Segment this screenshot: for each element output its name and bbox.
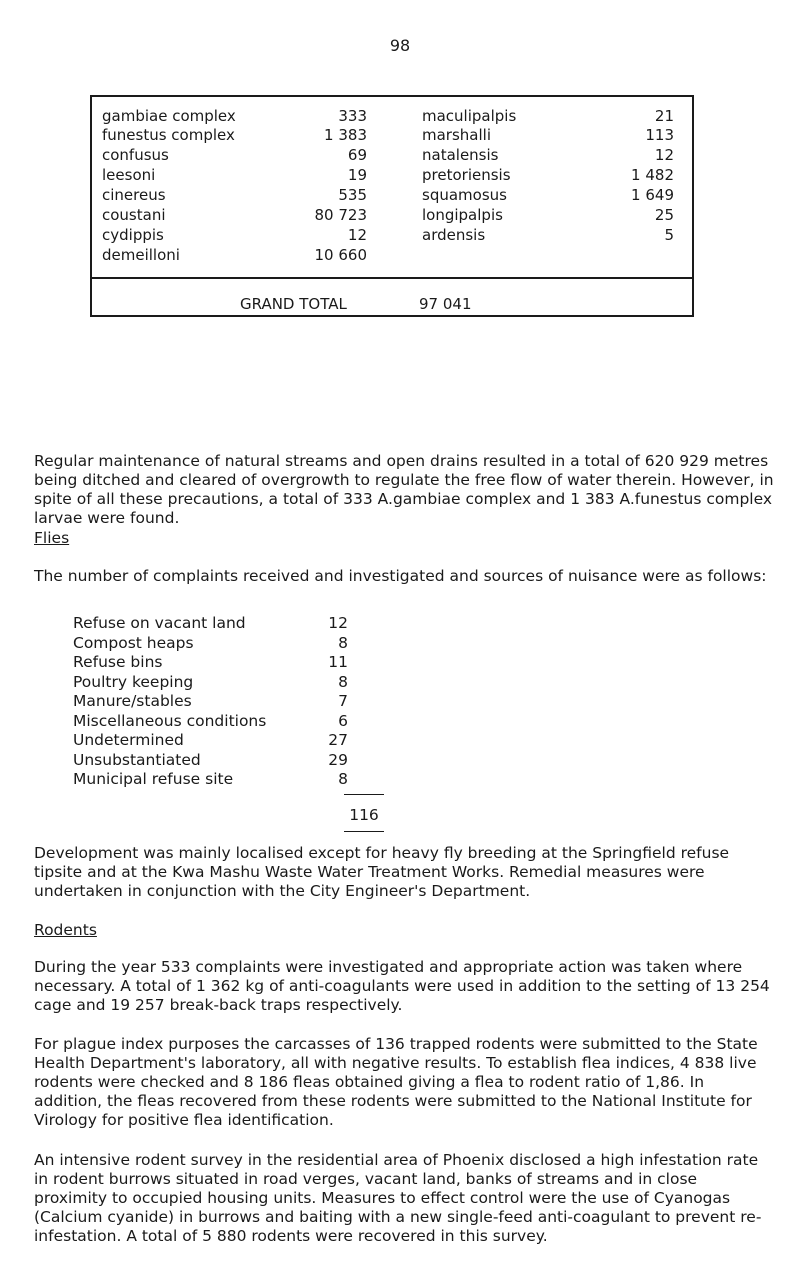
species-name: leesoni [102,166,156,184]
species-count: 69 [347,146,367,164]
species-count-table [90,95,694,317]
nuisance-label: Refuse on vacant land [73,614,246,632]
nuisance-row [73,712,373,732]
species-name: coustani [102,206,166,224]
total-rule-bottom [344,831,384,832]
nuisance-label: Poultry keeping [73,672,194,691]
nuisance-value: 11 [328,653,348,671]
species-count: 19 [347,166,367,184]
nuisance-row [73,692,373,712]
rodents-heading: Rodents [34,921,97,939]
page-number: 98 [389,36,411,55]
species-count: 1 482 [631,166,674,184]
nuisance-value: 27 [328,731,348,749]
nuisance-label: Miscellaneous conditions [73,711,267,730]
flies-intro-paragraph: The number of complaints received and investigated and sources of nuisance were as follows: [34,567,767,585]
species-count: 1 383 [324,126,367,144]
species-count: 1 649 [631,186,674,204]
grand-total-value: 97 041 [419,295,472,313]
rodents-paragraph-3: An intensive rodent survey in the residential area of Phoenix disclosed a high infestation rate in rodent burrows situated in road verges, vacant land, banks of streams and in close proximity to occupied housing units. Measures to effect control were the use of Cyanogas (Calcium cyanide) in burrows and baiting with a new single-feed anti-coagulant to prevent re-infestation. A total of 5 880 rodents were recovered in this survey. [34,1151,762,1245]
grand-total-label: GRAND TOTAL [240,295,347,313]
rodents-paragraph-1: During the year 533 complaints were investigated and appropriate action was taken where necessary. A total of 1 362 kg of anti-coagulants were used in addition to the setting of 13 254 cage and 19 257 break-back traps respectively. [34,958,770,1014]
total-rule-top [344,794,384,795]
species-count: 12 [347,226,367,244]
species-count: 5 [664,226,674,244]
species-name: longipalpis [422,206,503,224]
nuisance-row [73,614,373,634]
nuisance-row [73,731,373,751]
nuisance-row [73,653,373,673]
nuisance-value: 7 [338,692,348,710]
species-count: 113 [645,126,674,144]
species-name: ardensis [422,226,486,244]
species-count: 12 [654,146,674,164]
species-count: 25 [654,206,674,224]
flies-heading: Flies [34,529,70,547]
species-name: cydippis [102,226,164,244]
development-paragraph: Development was mainly localised except for heavy fly breeding at the Springfield refuse tipsite and at the Kwa Mashu Waste Water Treatment Works. Remedial measures were undertaken in conjunction with the City Engineer's Department. [34,844,730,900]
nuisance-label: Refuse bins [73,653,163,671]
nuisance-value: 12 [328,614,348,632]
species-name: cinereus [102,186,166,204]
species-name: funestus complex [102,126,235,144]
species-count: 535 [338,186,367,204]
nuisance-value: 8 [338,633,348,652]
nuisance-value: 8 [338,770,348,788]
nuisance-row [73,634,373,654]
table-divider [92,277,692,279]
nuisance-label: Compost heaps [73,633,194,652]
species-name: gambiae complex [102,107,236,125]
nuisance-label: Undetermined [73,731,184,749]
nuisance-row [73,751,373,771]
species-name: demeilloni [102,246,180,264]
species-name: pretoriensis [422,166,511,184]
nuisance-label: Unsubstantiated [73,750,201,769]
nuisance-row [73,770,373,790]
nuisance-value: 6 [338,711,348,730]
nuisance-total: 116 [349,806,379,824]
nuisance-value: 29 [328,750,348,769]
nuisance-label: Municipal refuse site [73,770,234,788]
species-name: maculipalpis [422,107,517,125]
nuisance-label: Manure/stables [73,692,192,710]
rodents-paragraph-2: For plague index purposes the carcasses of 136 trapped rodents were submitted to the State Health Department's laboratory, all with negative results. To establish flea indices, 4 838 live rodents were checked and 8 186 fleas obtained giving a flea to rodent ratio of 1,86. In addition, the fleas recovered from these rodents were submitted to the National Institute for Virology for positive flea identification. [34,1035,758,1129]
species-count: 21 [654,107,674,125]
species-count: 80 723 [314,206,367,224]
nuisance-sources-list [73,614,373,790]
species-count: 333 [338,107,367,125]
species-name: natalensis [422,146,499,164]
species-name: confusus [102,146,169,164]
nuisance-row [73,673,373,693]
nuisance-value: 8 [338,672,348,691]
maintenance-paragraph: Regular maintenance of natural streams and open drains resulted in a total of 620 929 metres being ditched and cleared of overgrowth to regulate the free flow of water therein. However, in spite of all these precautions, a total of 333 A.gambiae complex and 1 383 A.funestus complex larvae were found. [34,452,774,527]
species-name: squamosus [422,186,507,204]
species-count: 10 660 [314,246,367,264]
species-name: marshalli [422,126,491,144]
